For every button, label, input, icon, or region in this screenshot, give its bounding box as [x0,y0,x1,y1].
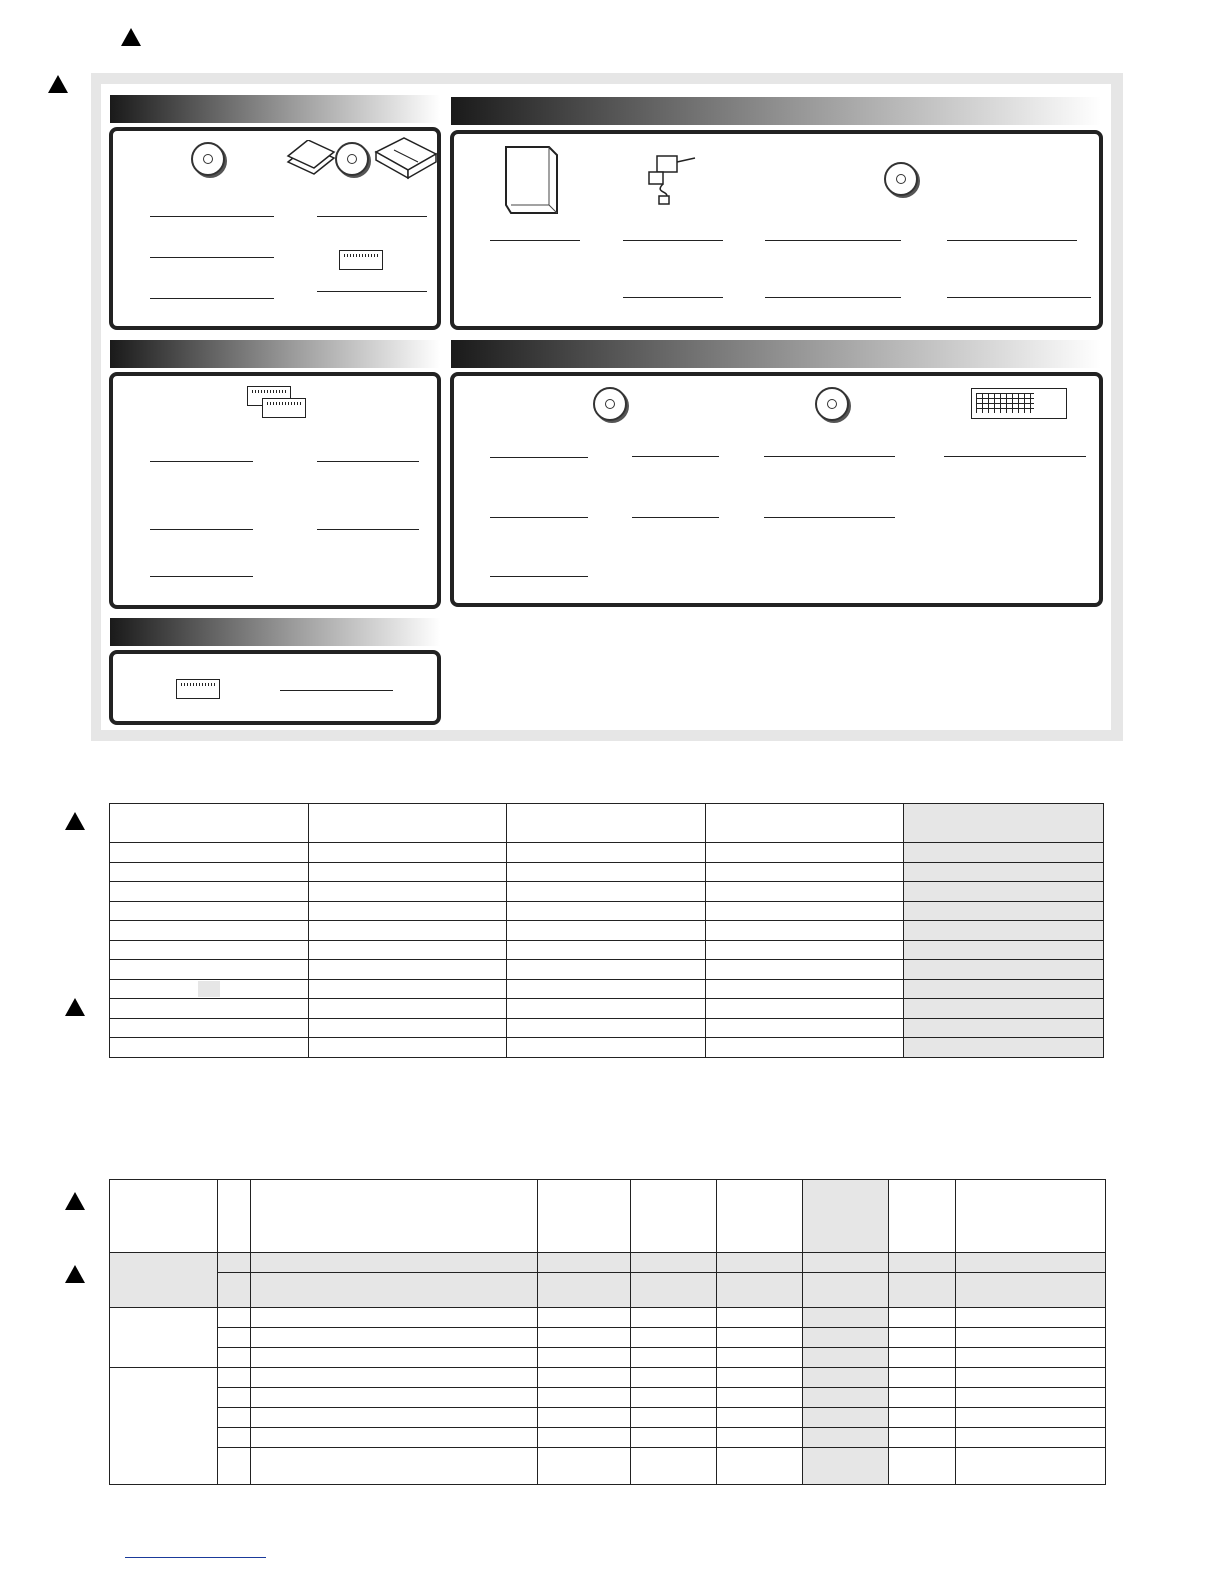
memory-module-icon [339,250,383,270]
section-header-bar [110,95,440,123]
table-row [110,862,1104,882]
table-row [110,1273,1106,1308]
table-row [110,1018,1104,1038]
table-row [110,999,1104,1019]
section-header-bar [451,97,1101,125]
table-row [110,1308,1106,1328]
table-row [110,1428,1106,1448]
entry-line [764,517,895,518]
warning-triangle-icon [65,998,85,1016]
memory-module-icon [176,679,220,699]
cable-relay-icon [643,150,701,206]
table-row [110,921,1104,941]
entry-line [280,690,393,691]
table-row [110,882,1104,902]
disc-icon [593,387,627,421]
sheets-icon [286,140,336,178]
spec-table-2 [109,1179,1106,1485]
tray-icon [374,136,438,180]
entry-line [765,240,901,241]
table-row [110,1038,1104,1058]
warning-triangle-icon [121,28,141,46]
disc-icon [191,142,225,176]
entry-line [764,456,895,457]
table-header-row [110,804,1104,843]
table-row [110,1328,1106,1348]
entry-line [150,257,274,258]
entry-line [150,576,253,577]
disc-icon [884,162,918,196]
section-header-bar [451,340,1101,368]
entry-line [765,297,901,298]
table-row [110,1408,1106,1428]
table-row [110,901,1104,921]
warning-triangle-icon [48,75,68,93]
table-row [110,979,1104,999]
entry-line [623,297,723,298]
entry-line [317,216,427,217]
entry-line [632,456,719,457]
cover-unit-icon [503,143,559,215]
warning-triangle-icon [65,1265,85,1283]
section-header-bar [110,618,440,646]
table-row [110,1348,1106,1368]
disc-icon [335,142,369,176]
entry-line [150,216,274,217]
entry-line [947,297,1091,298]
table-row [110,1388,1106,1408]
entry-line [490,240,580,241]
table-row [110,960,1104,980]
table-header-row [110,1180,1106,1253]
entry-line [490,457,588,458]
entry-line [490,517,588,518]
table-row [110,1253,1106,1273]
entry-line [150,298,274,299]
disc-icon [815,387,849,421]
warning-triangle-icon [65,1192,85,1210]
entry-line [623,240,723,241]
entry-line [317,461,419,462]
table-row [110,1368,1106,1388]
entry-line [947,240,1077,241]
entry-line [317,529,419,530]
table-row [110,843,1104,863]
spec-table-1 [109,803,1104,1058]
warning-triangle-icon [65,812,85,830]
entry-line [150,461,253,462]
entry-line [150,529,253,530]
entry-line [632,517,719,518]
entry-line [490,576,588,577]
table-row [110,940,1104,960]
keyboard-icon [971,388,1067,419]
entry-line [944,456,1086,457]
entry-line [317,291,427,292]
shaded-mark [198,981,220,997]
table-row [110,1448,1106,1485]
section-header-bar [110,340,440,368]
bottom-link-line[interactable] [125,1557,266,1558]
section-5-box [109,650,441,725]
memory-modules-icon [262,398,306,418]
